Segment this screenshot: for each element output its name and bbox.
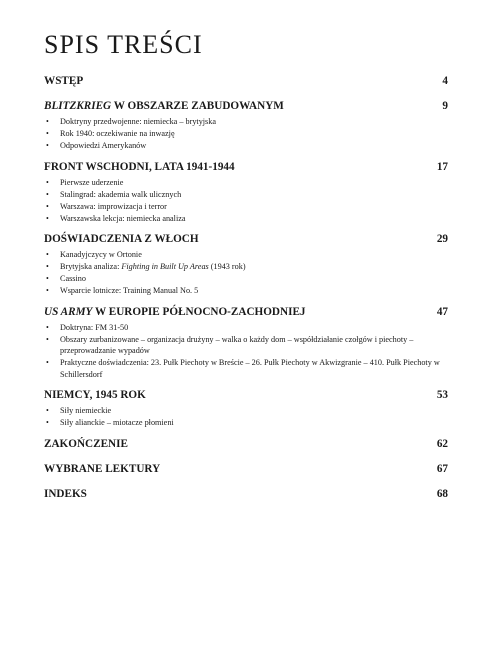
bullet-icon: • <box>46 129 49 138</box>
bullet-icon: • <box>46 322 49 332</box>
section-title-text: NIEMCY, 1945 ROK <box>44 389 146 401</box>
subsection-list <box>44 405 448 429</box>
bullet-icon: • <box>46 334 49 344</box>
subsection-text: Doktryna: FM 31-50 <box>60 322 129 332</box>
table-of-contents <box>44 30 448 512</box>
toc-section-heading[interactable] <box>44 437 448 451</box>
bullet-icon: • <box>46 274 49 283</box>
section-page-number: 62 <box>436 437 448 450</box>
subsection-text: Wsparcie lotnicze: Training Manual No. 5 <box>60 286 199 295</box>
toc-section <box>44 160 448 225</box>
toc-section-heading[interactable] <box>44 74 448 88</box>
toc-section <box>44 99 448 152</box>
toc-section-heading[interactable] <box>44 388 448 402</box>
section-page-number: 53 <box>436 389 448 401</box>
subsection-item[interactable] <box>44 322 448 334</box>
subsection-item[interactable] <box>44 201 448 213</box>
toc-section-heading[interactable] <box>44 99 448 113</box>
section-title <box>44 74 83 88</box>
subsection-text-suffix: (1943 rok) <box>208 262 246 271</box>
bullet-icon: • <box>46 141 49 150</box>
section-title <box>44 99 284 113</box>
section-title-italic: BLITZKRIEG <box>44 100 112 112</box>
subsection-text: Stalingrad: akademia walk ulicznych <box>60 189 182 199</box>
subsection-item[interactable] <box>44 334 448 357</box>
section-title-text: FRONT WSCHODNI, LATA 1941-1944 <box>44 160 235 173</box>
section-title <box>44 462 160 476</box>
section-page-number: 29 <box>436 233 448 245</box>
subsection-text: Odpowiedzi Amerykanów <box>60 141 147 150</box>
subsection-item[interactable] <box>44 189 448 201</box>
toc-section <box>44 305 448 381</box>
bullet-icon: • <box>46 358 49 367</box>
section-title <box>44 487 87 501</box>
section-page-number: 9 <box>442 100 448 112</box>
section-page-number: 68 <box>436 487 448 500</box>
subsection-list <box>44 116 448 152</box>
section-title-text: W EUROPIE PÓŁNOCNO-ZACHODNIEJ <box>92 305 306 318</box>
section-title <box>44 160 235 174</box>
section-title-text: DOŚWIADCZENIA Z WŁOCH <box>44 233 199 245</box>
toc-section <box>44 462 448 476</box>
toc-section-heading[interactable] <box>44 462 448 476</box>
toc-section-heading[interactable] <box>44 305 448 319</box>
toc-section-heading[interactable] <box>44 160 448 174</box>
bullet-icon: • <box>46 189 49 199</box>
section-title-text: WYBRANE LEKTURY <box>44 462 161 475</box>
subsection-item[interactable] <box>44 177 448 189</box>
subsection-item[interactable] <box>44 249 448 261</box>
subsection-item[interactable] <box>44 357 448 380</box>
subsection-text: Warszawa: improwizacja i terror <box>60 201 167 211</box>
section-title <box>44 305 306 319</box>
bullet-icon: • <box>46 201 49 211</box>
subsection-item[interactable] <box>44 213 448 225</box>
bullet-icon: • <box>46 250 49 259</box>
subsection-item[interactable] <box>44 417 448 429</box>
subsection-item[interactable] <box>44 140 448 152</box>
section-title-text: INDEKS <box>44 487 87 500</box>
subsection-item[interactable] <box>44 116 448 128</box>
bullet-icon: • <box>46 286 49 295</box>
subsection-item[interactable] <box>44 273 448 285</box>
bullet-icon: • <box>46 418 49 427</box>
subsection-text-italic: Fighting in Built Up Areas <box>121 262 209 271</box>
section-title <box>44 232 199 246</box>
section-title <box>44 388 146 402</box>
section-page-number: 17 <box>436 160 448 173</box>
section-title-text: W OBSZARZE ZABUDOWANYM <box>111 100 284 112</box>
page-title: SPIS TREŚCI <box>44 30 203 59</box>
subsection-text: Warszawska lekcja: niemiecka analiza <box>60 213 186 223</box>
bullet-icon: • <box>46 406 49 415</box>
section-title-text: WSTĘP <box>44 75 84 87</box>
subsection-list <box>44 322 448 381</box>
subsection-text: Siły alianckie – miotacze płomieni <box>60 418 174 427</box>
toc-section-heading[interactable] <box>44 487 448 501</box>
toc-section <box>44 487 448 501</box>
subsection-text: Doktryny przedwojenne: niemiecka – brytyjska <box>60 117 216 126</box>
subsection-text: Pierwsze uderzenie <box>60 177 124 187</box>
section-page-number: 47 <box>436 305 448 318</box>
section-title-text: ZAKOŃCZENIE <box>44 437 128 450</box>
toc-section <box>44 437 448 451</box>
subsection-text: Siły niemieckie <box>60 406 112 415</box>
subsection-item[interactable] <box>44 285 448 297</box>
subsection-item[interactable] <box>44 405 448 417</box>
toc-section <box>44 388 448 429</box>
subsection-item[interactable] <box>44 128 448 140</box>
subsection-text: Praktyczne doświadczenia: 23. Pułk Piechoty w Breście – 26. Pułk Piechoty w Akwizgranie – 410. Pułk Piechoty w Schillersdorf <box>60 358 440 379</box>
bullet-icon: • <box>46 213 49 223</box>
subsection-list <box>44 177 448 225</box>
toc-section-heading[interactable] <box>44 232 448 246</box>
section-title-italic: US ARMY <box>44 305 93 318</box>
bullet-icon: • <box>46 117 49 126</box>
bullet-icon: • <box>46 262 49 271</box>
bullet-icon: • <box>46 177 49 187</box>
section-page-number: 67 <box>436 462 448 475</box>
toc-section <box>44 74 448 88</box>
subsection-text: Kanadyjczycy w Ortonie <box>60 250 142 259</box>
section-title <box>44 437 128 451</box>
toc-section <box>44 232 448 297</box>
section-page-number: 4 <box>442 75 448 87</box>
toc-sections <box>44 74 448 501</box>
subsection-text: Brytyjska analiza: <box>60 262 122 271</box>
subsection-item[interactable] <box>44 261 448 273</box>
subsection-text: Rok 1940: oczekiwanie na inwazję <box>60 129 175 138</box>
subsection-text: Cassino <box>60 274 86 283</box>
subsection-text: Obszary zurbanizowane – organizacja drużyny – walka o każdy dom – współdziałanie czołgów i piechoty – przeprowadzanie wypadów <box>60 334 414 355</box>
subsection-list <box>44 249 448 297</box>
